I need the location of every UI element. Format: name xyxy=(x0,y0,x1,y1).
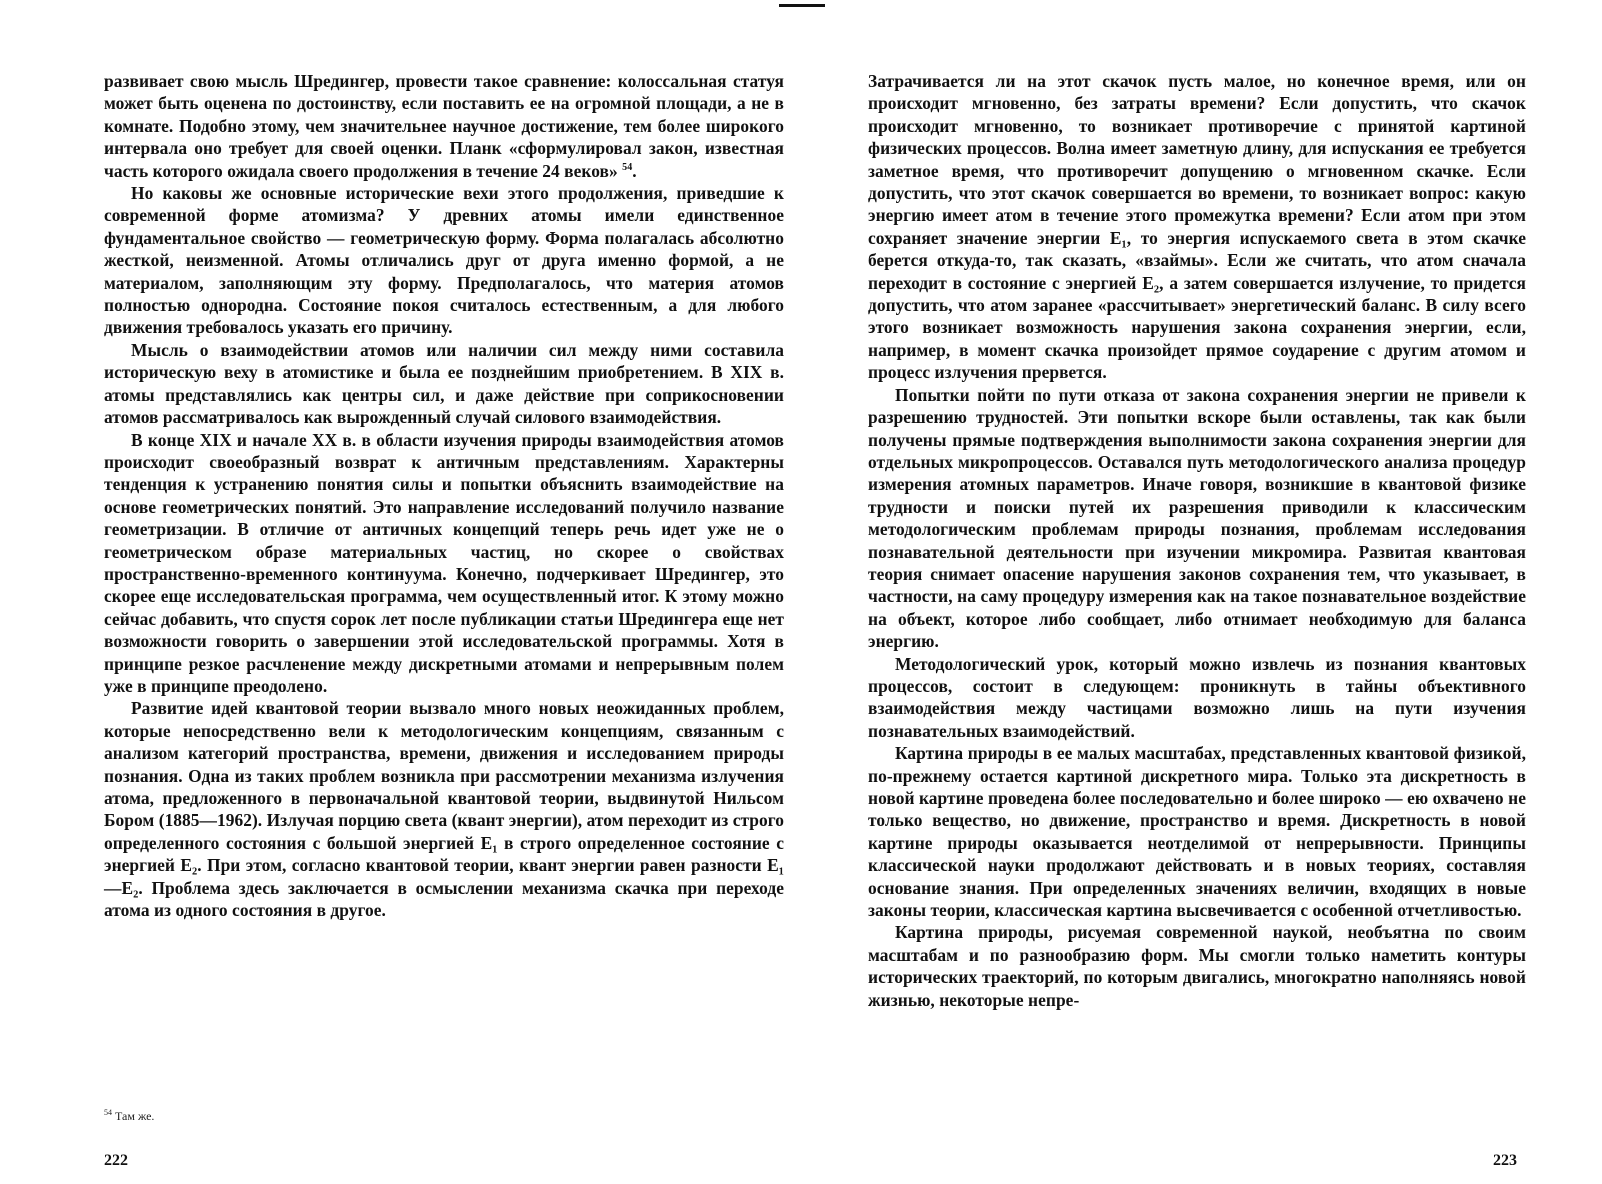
top-edge-mark xyxy=(779,4,825,7)
left-page-text xyxy=(104,70,784,921)
paragraph: Картина природы, рисуемая современной наукой, необъятна по своим масштабам и по разнообразию форм. Мы смогли только наметить контуры исторических траекторий, по которым двигались, многократно наполняясь новой жизнью, некоторые непре- xyxy=(868,922,1526,1010)
paragraph: Методологический урок, который можно извлечь из познания квантовых процессов, состоит в следующем: проникнуть в тайны объективного взаимодействия между частицами возможно лишь на пути изучения познавательных взаимодействий. xyxy=(868,653,1526,741)
page-number-left: 222 xyxy=(104,1152,128,1169)
paragraph: Попытки пойти по пути отказа от закона сохранения энергии не привели к разрешению трудностей. Эти попытки вскоре были оставлены, так как были получены прямые подтверждения выполнимости закона сохранения энергии для отдельных микропроцессов. Оставался путь методологического анализа процедур измерения атомных параметров. Иначе говоря, возникшие в квантовой физике трудности и поиски путей их разрешения приводили к классическим методологическим проблемам природы познания, проблемам исследования познавательной деятельности при изучении микромира. Развитая квантовая теория снимает опасение нарушения законов сохранения тем, что указывает, в частности, на саму процедуру измерения как на такое познавательное воздействие на объект, которое либо сообщает, либо отнимает необходимую для баланса энергию. xyxy=(868,384,1526,652)
paragraph: Картина природы в ее малых масштабах, представленных квантовой физикой, по-прежнему остается картиной дискретного мира. Только эта дискретность в новой картине проведена более последовательно и более широко — ею охвачено не только вещество, но движение, пространство и время. Дискретность в новой картине природы оказывается неотделимой от непрерывности. Принципы классической науки продолжают действовать и в новых теориях, составляя основание знания. При определенных значениях величин, входящих в новые законы теории, классическая картина высвечивается с особенной отчетливостью. xyxy=(868,743,1526,921)
paragraph: Но каковы же основные исторические вехи этого продолжения, приведшие к современной форме атомизма? У древних атомы имели единственное фундаментальное свойство — геометрическую форму. Форма полагалась абсолютно жесткой, неизменной. Атомы отличались друг от друга именно формой, а не материалом, заполняющим эту форму. Предполагалось, что материя атомов полностью однородна. Состояние покоя считалось естественным, а для любого движения требовалось указать его причину. xyxy=(104,183,784,338)
paragraph-tail: . xyxy=(632,160,637,181)
paragraph: В конце XIX и начале XX в. в области изучения природы взаимодействия атомов происходит своеобразный возврат к античным представлениям. Характерны тенденция к устранению понятия силы и попытки объяснить взаимодействие на основе геометрических понятий. Это направление исследований получило название геометризации. В отличие от античных концепций теперь речь идет уже не о геометрическом образе материальных частиц, но скорее о свойствах пространственно-временного континуума. Конечно, подчеркивает Шредингер, это скорее еще исследовательская программа, чем осуществленный итог. К этому можно сейчас добавить, что спустя сорок лет после публикации статьи Шредингера еще нет возможности говорить о завершении этой исследовательской программы. Хотя в принципе резкое расчленение между дискретными атомами и непрерывным полем уже в принципе преодолено. xyxy=(104,429,784,696)
paragraph xyxy=(104,70,784,182)
footnote-ref[interactable]: 54 xyxy=(622,161,633,173)
paragraph: Затрачивается ли на этот скачок пусть малое, но конечное время, или он происходит мгновенно, без затраты времени? Если допустить, что скачок происходит мгновенно, то возникает противоречие с принятой картиной физических процессов. Волна имеет заметную длину, для испускания ее требуется заметное время, что противоречит допущению о мгновенном скачке. Если допустить, что этот скачок совершается во времени, то возникает вопрос: какую энергию имеет атом в течение этого промежутка времени? Если атом при этом сохраняет значение энергии E₁, то энергия испускаемого света в этом скачке берется откуда-то, так сказать, «взаймы». Если же считать, что атом сначала переходит в состояние с энергией E₂, а затем совершается излучение, то придется допустить, что атом заранее «рассчитывает» энергетический баланс. В силу всего этого возникает возможность нарушения закона сохранения энергии, если, например, в момент скачка произойдет прямое соударение с другим атомом и процесс излучения прервется. xyxy=(868,71,1526,383)
footnote-number: 54 xyxy=(104,1108,112,1117)
footnote xyxy=(104,1108,154,1124)
paragraph: Мысль о взаимодействии атомов или наличии сил между ними составила историческую веху в атомистике и была ее позднейшим приобретением. В XIX в. атомы представлялись как центры сил, и даже действие при соприкосновении атомов рассматривалось как вырожденный случай силового взаимодействия. xyxy=(104,339,784,428)
footnote-text: Там же. xyxy=(115,1109,155,1123)
paragraph: Развитие идей квантовой теории вызвало много новых неожиданных проблем, которые непосредственно вели к методологическим концепциям, связанным с анализом категорий пространства, времени, движения и исследованием природы познания. Одна из таких проблем возникла при рассмотрении механизма излучения атома, предложенного в первоначальной квантовой теории, выдвинутой Нильсом Бором (1885—1962). Излучая порцию света (квант энергии), атом переходит из строго определенного состояния с большой энергией E₁ в строго определенное состояние с энергией E₂. При этом, согласно квантовой теории, квант энергии равен разности E₁—E₂. Проблема здесь заключается в осмыслении механизма скачка при переходе атома из одного состояния в другое. xyxy=(104,698,784,921)
paragraph-text: развивает свою мысль Шредингер, провести такое сравнение: колоссальная статуя может быть оценена по достоинству, если поставить ее на огромной площади, а не в комнате. Подобно этому, чем значительнее научное достижение, тем более широкого интервала оно требует для своей оценки. Планк «сформулировал закон, известная часть которого ожидала своего продолжения в течение 24 веков» xyxy=(104,71,784,181)
page-number-right: 223 xyxy=(1493,1152,1517,1169)
right-page-text xyxy=(868,70,1526,1011)
